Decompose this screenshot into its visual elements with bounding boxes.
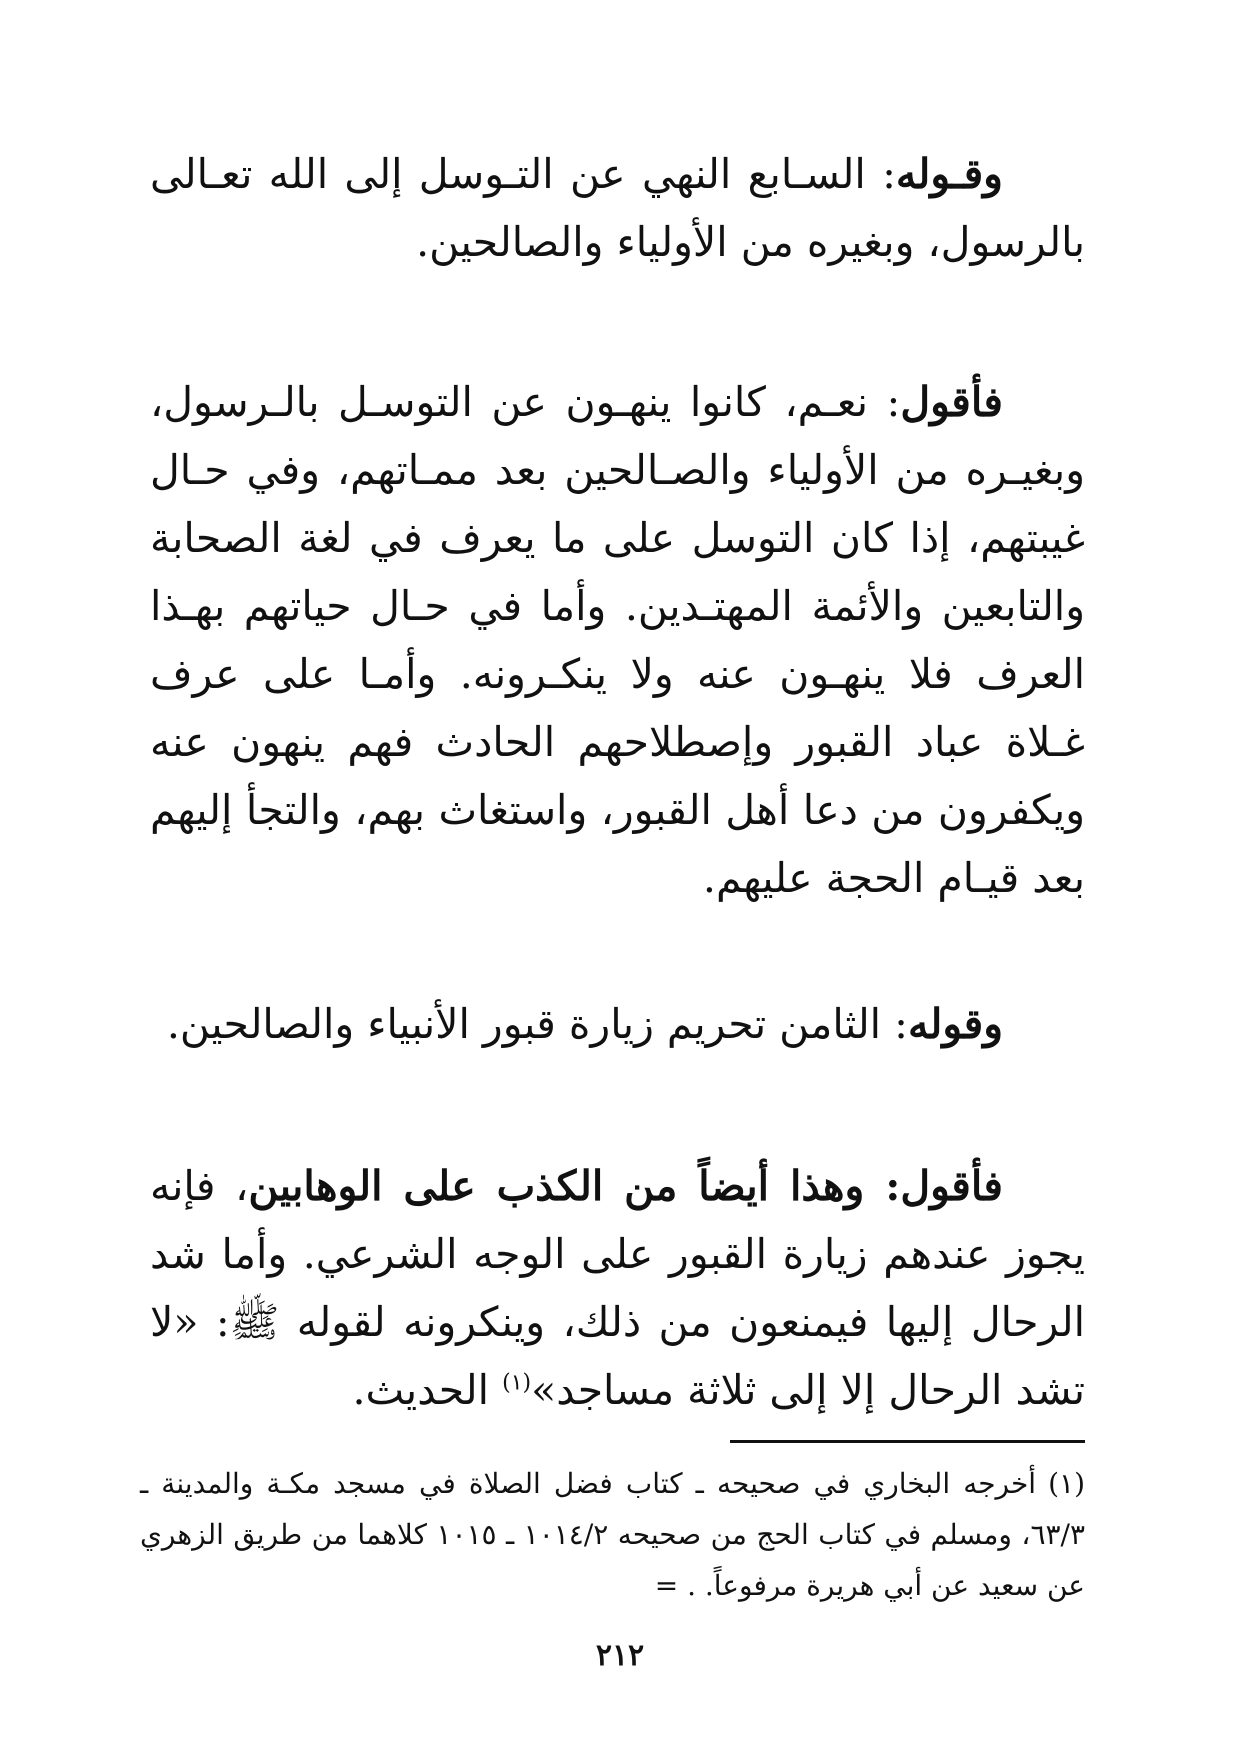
paragraph-1 bbox=[150, 140, 1085, 276]
paragraph-4-text-before-quote: ، فإنه يجوز عندهم زيارة القبور على الوجه الشرعي. وأما شد الرحال إليها فيمنعون من ذلك، وينكرونه لقوله ﷺ: «لا تشد الرحال إلا إلى ثلاثة مساجد» bbox=[150, 1162, 1085, 1414]
page-number: ٢١٢ bbox=[595, 1638, 645, 1673]
paragraph-4-lead: فأقول bbox=[900, 1162, 1003, 1210]
paragraph-3-text: : الثامن تحريم زيارة قبور الأنبياء والصالحين. bbox=[166, 1000, 908, 1048]
paragraph-1-lead: وقـوله bbox=[895, 150, 1003, 198]
footnote-1-text: أخرجه البخاري في صحيحه ـ كتاب فضل الصلاة في مسجد مكـة والمدينة ـ ٦٣/٣، ومسلم في كتاب الحج من صحيحه ١٠١٤/٢ ـ ١٠١٥ كلاهما من طريق الزهري عن سعيد عن أبي هريرة مرفوعاً. . = bbox=[140, 1467, 1085, 1602]
footnote-reference: (١) bbox=[502, 1370, 532, 1396]
paragraph-4-bold-phrase: : وهذا أيضاً من الكذب على الوهابين bbox=[248, 1162, 901, 1210]
paragraph-2-text: : نعـم، كانوا ينهـون عن التوسـل بالـرسول، وبغيـره من الأولياء والصـالحين بعد ممـاتهم، وفي حـال غيبتهم، إذا كان التوسل على ما يعرف في لغة الصحابة والتابعين والأئمة المهتـدين. وأما في حـال حياتهم بهـذا العرف فلا ينهـون عنه ولا ينكـرونه. وأمـا على عرف غـلاة عباد القبور وإصطلاحهم الحادث فهم ينهون عنه ويكفرون من دعا أهل القبور، واستغاث بهم، والتجأ إليهم بعد قيـام الحجة عليهم. bbox=[150, 378, 1085, 902]
paragraph-3-body bbox=[150, 990, 1085, 1058]
paragraph-2 bbox=[150, 368, 1085, 912]
paragraph-3-lead: وقوله bbox=[907, 1000, 1003, 1048]
paragraph-3 bbox=[150, 990, 1085, 1058]
paragraph-4 bbox=[150, 1152, 1085, 1424]
paragraph-1-body bbox=[150, 140, 1085, 276]
paragraph-4-body bbox=[150, 1152, 1085, 1424]
footnote-separator bbox=[730, 1440, 1085, 1443]
footnote-section bbox=[140, 1458, 1085, 1611]
paragraph-4-text-after-quote: الحديث. bbox=[352, 1366, 503, 1414]
footnote-1-number: (١) bbox=[1048, 1467, 1085, 1500]
paragraph-2-body bbox=[150, 368, 1085, 912]
footnote-1 bbox=[140, 1458, 1085, 1611]
paragraph-1-text: : السـابع النهي عن التـوسل إلى الله تعـالى بالرسول، وبغيره من الأولياء والصالحين. bbox=[150, 150, 1085, 266]
paragraph-2-lead: فأقول bbox=[900, 378, 1003, 426]
